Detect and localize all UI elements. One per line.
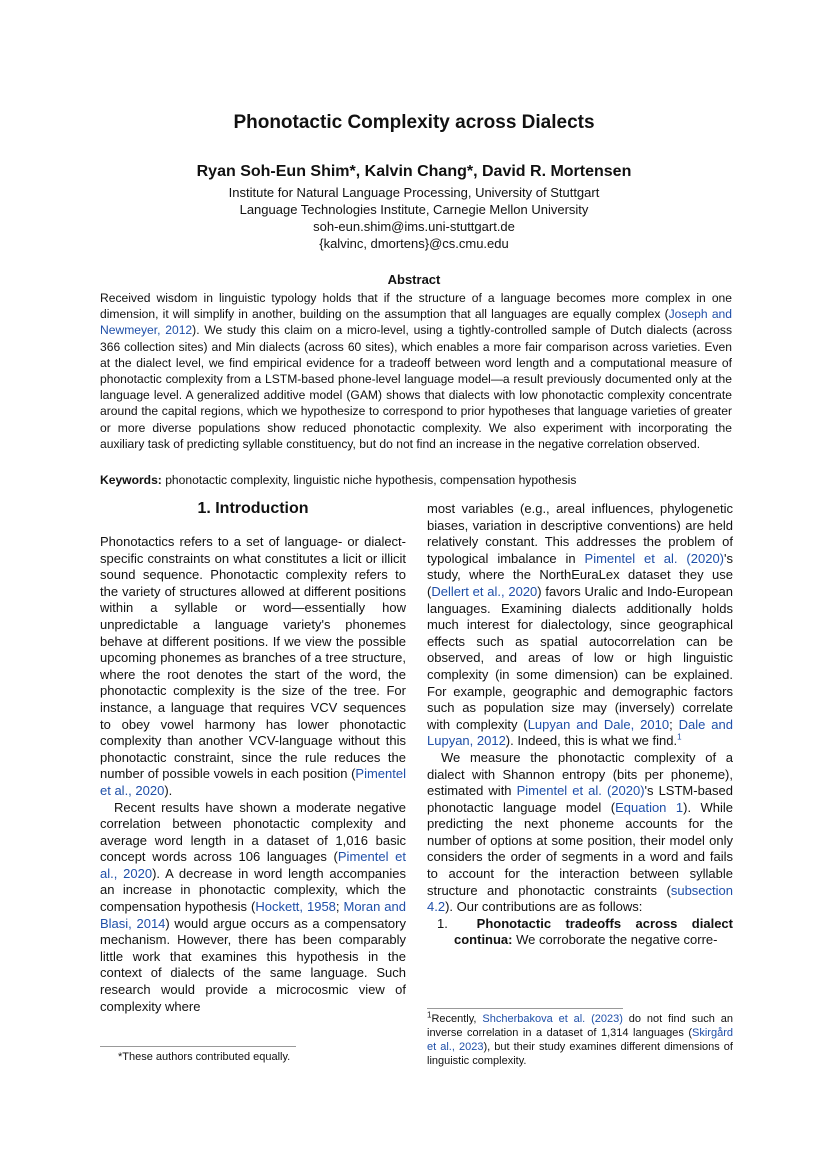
footnote-equal-contribution: *These authors contributed equally. [118, 1051, 291, 1063]
intro-paragraph-2: Recent results have shown a moderate negative correlation between phonotactic complexity and average word length in a dataset of 1,016 basic concept words across 106 languages (Pimentel et al., 2020). A decrease in word length accompanies an increase in phonotactic complexity, which the compensation hypothesis (Hockett, 1958; Moran and Blasi, 2014) would argue occurs as a compensatory mechanism. However, there has been comparably little work that examines this hypothesis in the context of dialects of the same language. Such research would provide a microcosmic view of complexity where [100, 799, 407, 1014]
footnote-rule-right [427, 1008, 623, 1009]
intro-paragraph-3: most variables (e.g., areal influences, phylogenetic biases, variation in descriptive conventions) are held relatively constant. This addresses the problem of typological imbalance in Pimentel et al. (2020)'s study, where the NorthEuraLex dataset they use (Dellert et al., 2020) favors Uralic and Indo-European languages. Examining dialects additionally holds much interest for dialectology, since geographical effects such as spatial autocorrelation can be observed, and areas of low or high linguistic complexity (in some dimension) can be explained. For example, geographic and demographic factors such as population size may (inversely) correlate with complexity (Lupyan and Dale, 2010; Dale and Lupyan, 2012). Indeed, this is what we find.$^1$ [427, 501, 733, 749]
citation-link[interactable]: Pimentel et al. (2020) [584, 550, 725, 566]
citation-link[interactable]: Dellert et al., 2020 [431, 583, 538, 599]
affiliation-stuttgart: Institute for Natural Language Processing, University of Stuttgart [228, 185, 600, 200]
keywords [100, 473, 732, 487]
author-list: Ryan Soh-Eun Shim*, Kalvin Chang*, David R. Mortensen [196, 163, 632, 180]
intro-paragraph-4: We measure the phonotactic complexity of a dialect with Shannon entropy (bits per phoneme), estimated with Pimentel et al. (2020)'s LSTM-based phonotactic language model (Equation 1). While predicting the next phoneme accounts for the number of options at some position, their model only considers the order of segments in a word and fails to account for the interaction between syllable structure and phonotactic constraints (subsection 4.2). Our contributions are as follows: [427, 749, 734, 915]
citation-link[interactable]: Lupyan and Dale, 2010 [527, 716, 670, 732]
footnote-marker[interactable]: 1 [677, 732, 682, 742]
abstract-text: Received wisdom in linguistic typology holds that if the structure of a language becomes more complex in one dimension, it will simplify in another, building on the assumption that all languages are equally complex (Joseph and Newmeyer, 2012). We study this claim on a micro-level, using a tightly-controlled sample of Dutch dialects (across 366 collection sites) and Min dialects (across 60 sites), which enables a more fair comparison across varieties. Even at the dialect level, we find empirical evidence for a tradeoff between word length and a computational measure of phonotactic complexity from a LSTM-based phone-level language model—a result previously documented only at the language level. A generalized additive model (GAM) shows that dialects with low phonotactic complexity concentrate around the capital regions, which we hypothesize to correspond to prior hypotheses that language varieties of greater or more diverse populations show reduced phonotactic complexity. We also experiment with incorporating the auxiliary task of predicting syllable constituency, but do not find an increase in the negative correlation observed. [100, 291, 732, 451]
right-column [427, 501, 733, 949]
section-heading-introduction: 1. Introduction [197, 500, 309, 517]
footnote-1: $^1$Recently, Shcherbakova et al. (2023) do not find such an inverse correlation in a dataset of 1,314 languages (Skirgård et al., 2023), but their study examines different dimensions of linguistic complexity. [427, 1010, 733, 1067]
paper-title: Phonotactic Complexity across Dialects [233, 112, 595, 133]
contribution-item-1: 1. Phonotactic tradeoffs across dialect continua: We corroborate the negative corre- [437, 915, 733, 948]
affiliation-cmu: Language Technologies Institute, Carnegie Mellon University [239, 202, 589, 217]
citation-link[interactable]: Pimentel et al., 2020 [100, 766, 406, 798]
left-column [100, 534, 406, 1015]
citation-link[interactable]: Joseph and Newmeyer, 2012 [100, 307, 732, 338]
footnote-rule-left [100, 1046, 296, 1047]
citation-link[interactable]: Shcherbakova et al. (2023) [482, 1013, 623, 1025]
citation-link[interactable]: Pimentel et al. (2020) [516, 783, 645, 799]
citation-link[interactable]: Dale and Lupyan, 2012 [427, 716, 733, 749]
citation-link[interactable]: Moran and Blasi, 2014 [100, 899, 406, 931]
section-link[interactable]: subsection 4.2 [427, 882, 733, 915]
citation-link[interactable]: Skirgård et al., 2023 [427, 1027, 733, 1053]
email-chang-mortensen: {kalvinc, dmortens}@cs.cmu.edu [319, 236, 509, 251]
abstract-heading: Abstract [387, 272, 441, 287]
equation-link[interactable]: Equation 1 [615, 799, 684, 815]
citation-link[interactable]: Pimentel et al., 2020 [100, 849, 406, 881]
citation-link[interactable]: Hockett, 1958 [255, 899, 336, 915]
keywords-label: Keywords: [100, 473, 162, 487]
intro-paragraph-1: Phonotactics refers to a set of language- or dialect-specific constraints on what constitutes a licit or illicit sound sequence. Phonotactic complexity refers to the variety of structures allowed at different positions within a syllable or word—essentially how unpredictable a language variety's phonemes behave at different positions. If we view the possible upcoming phonemes as branches of a tree structure, where the root denotes the start of the word, the phonotactic complexity is the size of the tree. For instance, a language that requires VCV sequences to obey vowel harmony has lower phonotactic complexity than another VCV-language without this phonotactic constraint, since the rule reduces the number of possible vowels in each position (Pimentel et al., 2020). [100, 534, 406, 798]
email-shim: soh-eun.shim@ims.uni-stuttgart.de [313, 219, 515, 234]
keywords-list: phonotactic complexity, linguistic niche hypothesis, compensation hypothesis [165, 473, 577, 487]
